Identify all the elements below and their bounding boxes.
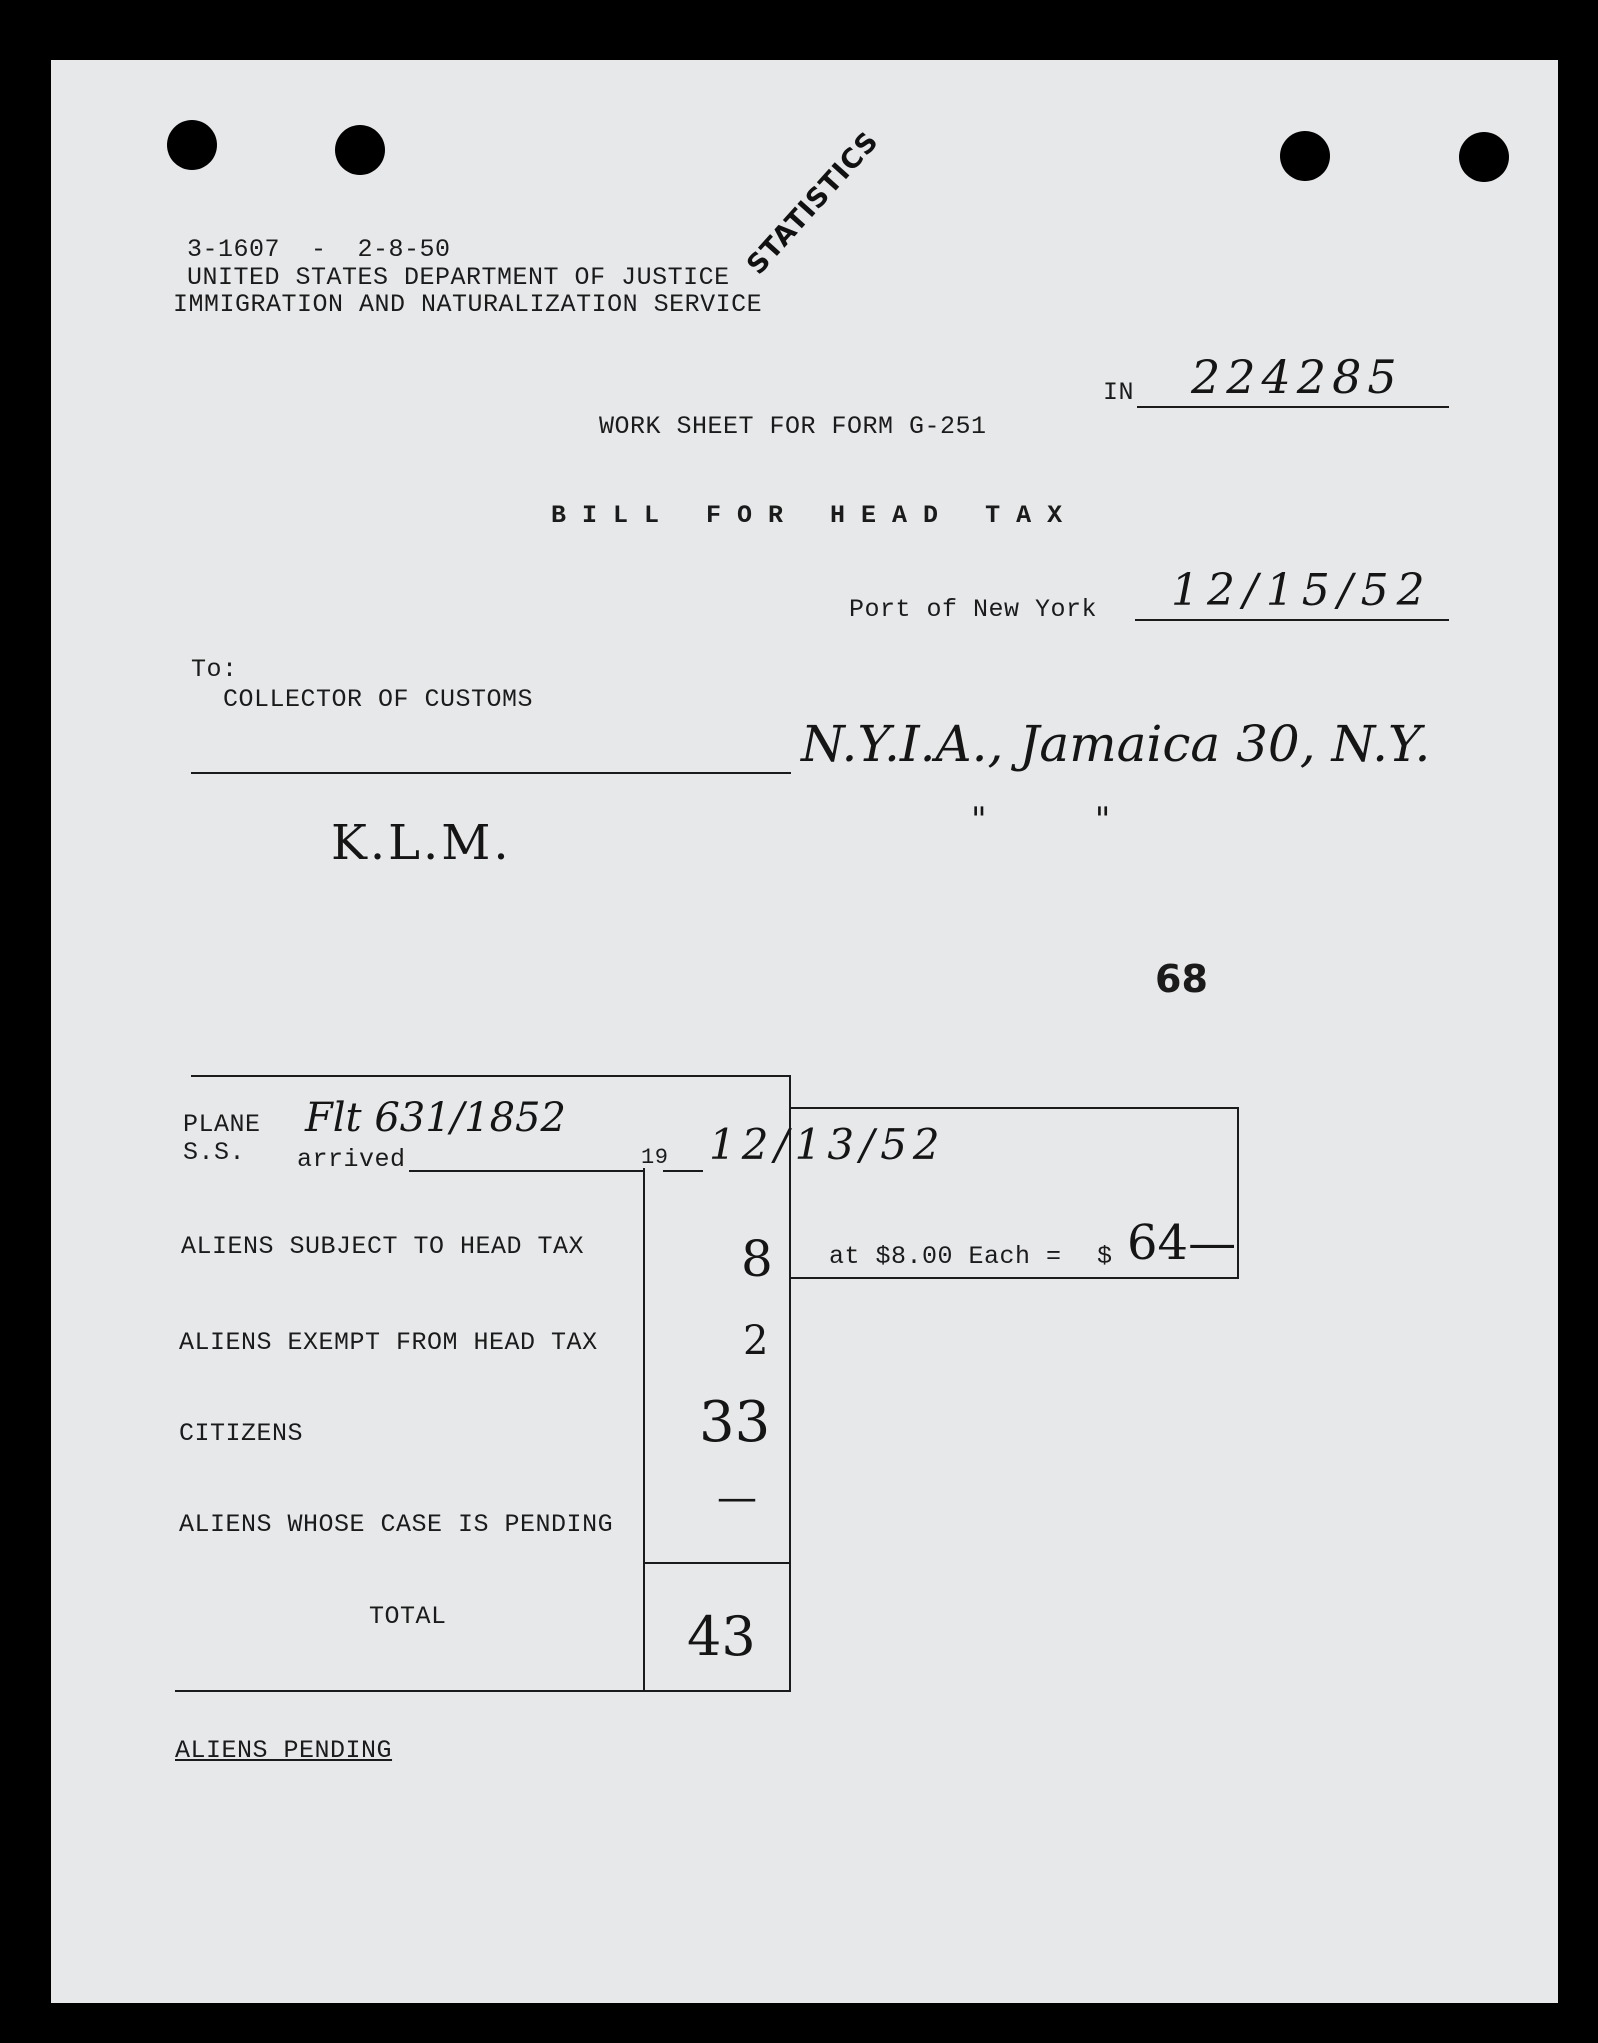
carrier-name: K.L.M. <box>331 815 512 871</box>
worksheet-title: WORK SHEET FOR FORM G-251 <box>599 412 987 441</box>
in-label: IN <box>1103 378 1135 407</box>
ss-label: S.S. <box>183 1138 246 1167</box>
arrived-label: arrived <box>297 1145 406 1174</box>
punch-hole-4 <box>1459 132 1509 182</box>
total-label: TOTAL <box>369 1602 447 1631</box>
total-value: 43 <box>687 1605 756 1668</box>
row-label-aliens-pending: ALIENS WHOSE CASE IS PENDING <box>179 1510 614 1539</box>
arrived-date-line <box>663 1170 703 1172</box>
punch-hole-2 <box>335 125 385 175</box>
rate-box-top <box>789 1107 1239 1109</box>
airport-location: N.Y.I.A., Jamaica 30, N.Y. <box>801 715 1431 773</box>
arrival-date: 12/13/52 <box>709 1120 946 1169</box>
dollar-sign: $ <box>1097 1242 1113 1271</box>
bill-title: B I L L F O R H E A D T A X <box>551 501 1063 530</box>
rate-box-bottom <box>789 1277 1239 1279</box>
row-value-aliens-exempt: 2 <box>743 1318 769 1364</box>
table-bottom-line <box>175 1690 791 1692</box>
row-value-citizens: 33 <box>699 1390 771 1455</box>
year-prefix: 19 <box>641 1145 669 1170</box>
department-name: UNITED STATES DEPARTMENT OF JUSTICE <box>187 263 730 292</box>
row-value-aliens-pending: — <box>717 1475 757 1521</box>
collector-line <box>191 772 791 774</box>
row-label-citizens: CITIZENS <box>179 1419 304 1448</box>
row-label-aliens-exempt: ALIENS EXEMPT FROM HEAD TAX <box>179 1328 598 1357</box>
arrived-line <box>409 1170 645 1172</box>
collector-label: COLLECTOR OF CUSTOMS <box>223 685 534 714</box>
ditto-marks: " " <box>971 800 1111 840</box>
total-sep-line <box>643 1562 791 1564</box>
port-label: Port of New York <box>849 595 1098 624</box>
row-value-aliens-subject: 8 <box>741 1230 773 1288</box>
date-line <box>1135 619 1449 621</box>
tax-amount: 64— <box>1127 1215 1237 1271</box>
statistics-stamp: STATISTICS <box>741 125 885 281</box>
document-page <box>51 60 1558 2003</box>
table-mid-line <box>643 1168 645 1692</box>
form-code: 3-1607 - 2-8-50 <box>187 235 451 264</box>
in-number-line <box>1137 406 1449 408</box>
aliens-pending-label: ALIENS PENDING <box>175 1736 393 1765</box>
punch-hole-1 <box>167 120 217 170</box>
in-number: 224285 <box>1191 350 1403 404</box>
punch-hole-3 <box>1280 131 1330 181</box>
plane-label: PLANE <box>183 1110 261 1139</box>
row-label-aliens-subject: ALIENS SUBJECT TO HEAD TAX <box>181 1232 585 1261</box>
port-date: 12/15/52 <box>1171 565 1433 616</box>
rate-box-right <box>1237 1107 1239 1279</box>
rate-text: at $8.00 Each = <box>829 1242 1062 1271</box>
to-label: To: <box>191 655 238 684</box>
table-top-line <box>191 1075 791 1077</box>
service-name: IMMIGRATION AND NATURALIZATION SERVICE <box>173 290 763 319</box>
flight-number: Flt 631/1852 <box>305 1095 566 1141</box>
page-number: 68 <box>1155 957 1208 1001</box>
